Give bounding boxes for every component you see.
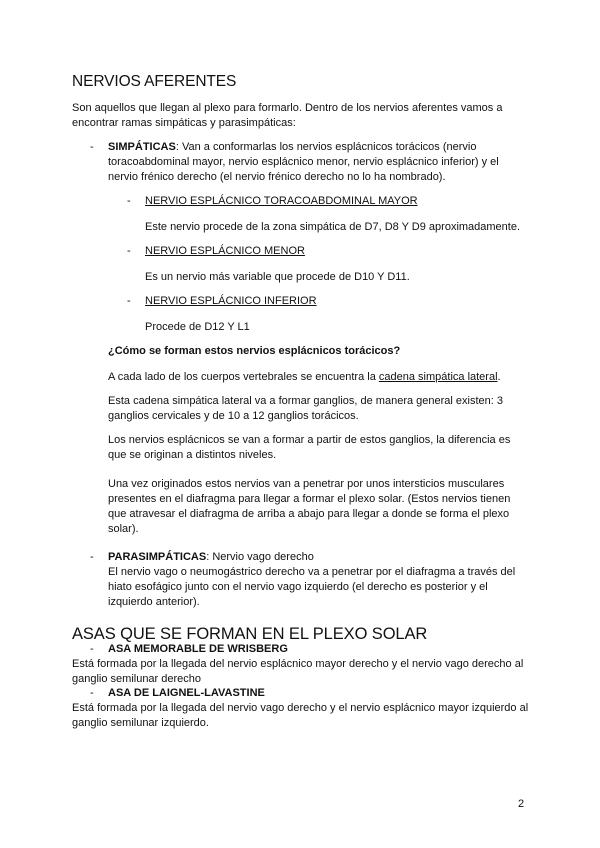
nerve-description: Es un nervio más variable que procede de D10 Y D11. xyxy=(145,271,410,283)
bullet-dash: - xyxy=(90,141,94,153)
parasimpaticas-description: El nervio vago o neumogástrico derecho va a penetrar por el diafragma a través del hiato esofágico junto con el nervio vago izquierdo (el derecho es posterior y el izquierdo anterior). xyxy=(108,566,516,608)
bullet-dash: - xyxy=(127,195,131,207)
parasimpaticas-text: : Nervio vago derecho xyxy=(206,551,314,563)
simpaticas-text: : Van a conformarlas los nervios esplácnicos torácicos (nervio toracoabdominal mayor, nervio esplácnico menor, nervio esplácnico inferior) y el nervio frénico derecho (el nervio frénico derecho no lo ha nombrado). xyxy=(108,141,499,183)
bullet-dash: - xyxy=(127,295,131,307)
paragraph-origen: Los nervios esplácnicos se van a formar a partir de estos ganglios, la diferencia es que se originan a distintos niveles. xyxy=(108,434,511,461)
section-title-nervios-aferentes: NERVIOS AFERENTES xyxy=(72,73,237,90)
intro-paragraph: Son aquellos que llegan al plexo para formarlo. Dentro de los nervios aferentes vamos a encontrar ramas simpáticas y parasimpáticas: xyxy=(72,102,503,129)
nerve-name: NERVIO ESPLÁCNICO INFERIOR xyxy=(145,295,317,307)
nerve-description: Procede de D12 Y L1 xyxy=(145,321,250,333)
paragraph-text: A cada lado de los cuerpos vertebrales se encuentra la xyxy=(108,371,379,383)
nerve-name: NERVIO ESPLÁCNICO MENOR xyxy=(145,245,305,257)
simpaticas-label: SIMPÁTICAS xyxy=(108,141,176,153)
paragraph-cadena xyxy=(108,370,548,385)
question-heading: ¿Cómo se forman estos nervios esplácnicos torácicos? xyxy=(108,345,401,357)
asa-description: Está formada por la llegada del nervio vago derecho y el nervio esplácnico mayor izquierdo al ganglio semilunar izquierdo. xyxy=(72,702,529,729)
asa-label: ASA DE LAIGNEL-LAVASTINE xyxy=(108,687,265,699)
paragraph-diafragma: Una vez originados estos nervios van a penetrar por unos intersticios musculares presentes en el diafragma para llegar a formar el plexo solar. (Estos nervios tienen que atravesar el diafragma de arriba a abajo para llegar a donde se forma el plexo solar). xyxy=(108,478,511,535)
bullet-dash: - xyxy=(90,551,94,563)
bullet-dash: - xyxy=(90,687,94,699)
paragraph-ganglios: Esta cadena simpática lateral va a formar ganglios, de manera general existen: 3 ganglios cervicales y de 10 a 12 ganglios torácicos. xyxy=(108,395,503,422)
bullet-dash: - xyxy=(90,643,94,655)
nerve-description: Este nervio procede de la zona simpática de D7, D8 Y D9 aproximadamente. xyxy=(145,221,521,233)
paragraph-text: . xyxy=(497,371,501,383)
section-title-asas: ASAS QUE SE FORMAN EN EL PLEXO SOLAR xyxy=(72,625,428,643)
parasimpaticas-label: PARASIMPÁTICAS xyxy=(108,551,207,563)
asa-description: Está formada por la llegada del nervio esplácnico mayor derecho y el nervio vago derecho al ganglio semilunar derecho xyxy=(72,658,524,685)
simpaticas-paragraph xyxy=(108,140,528,185)
parasimpaticas-heading xyxy=(108,550,528,565)
page-number: 2 xyxy=(518,798,525,810)
asa-label: ASA MEMORABLE DE WRISBERG xyxy=(108,643,288,655)
cadena-simpatica-link-text: cadena simpática lateral xyxy=(378,371,498,383)
nerve-name: NERVIO ESPLÁCNICO TORACOABDOMINAL MAYOR xyxy=(145,195,418,207)
bullet-dash: - xyxy=(127,245,131,257)
